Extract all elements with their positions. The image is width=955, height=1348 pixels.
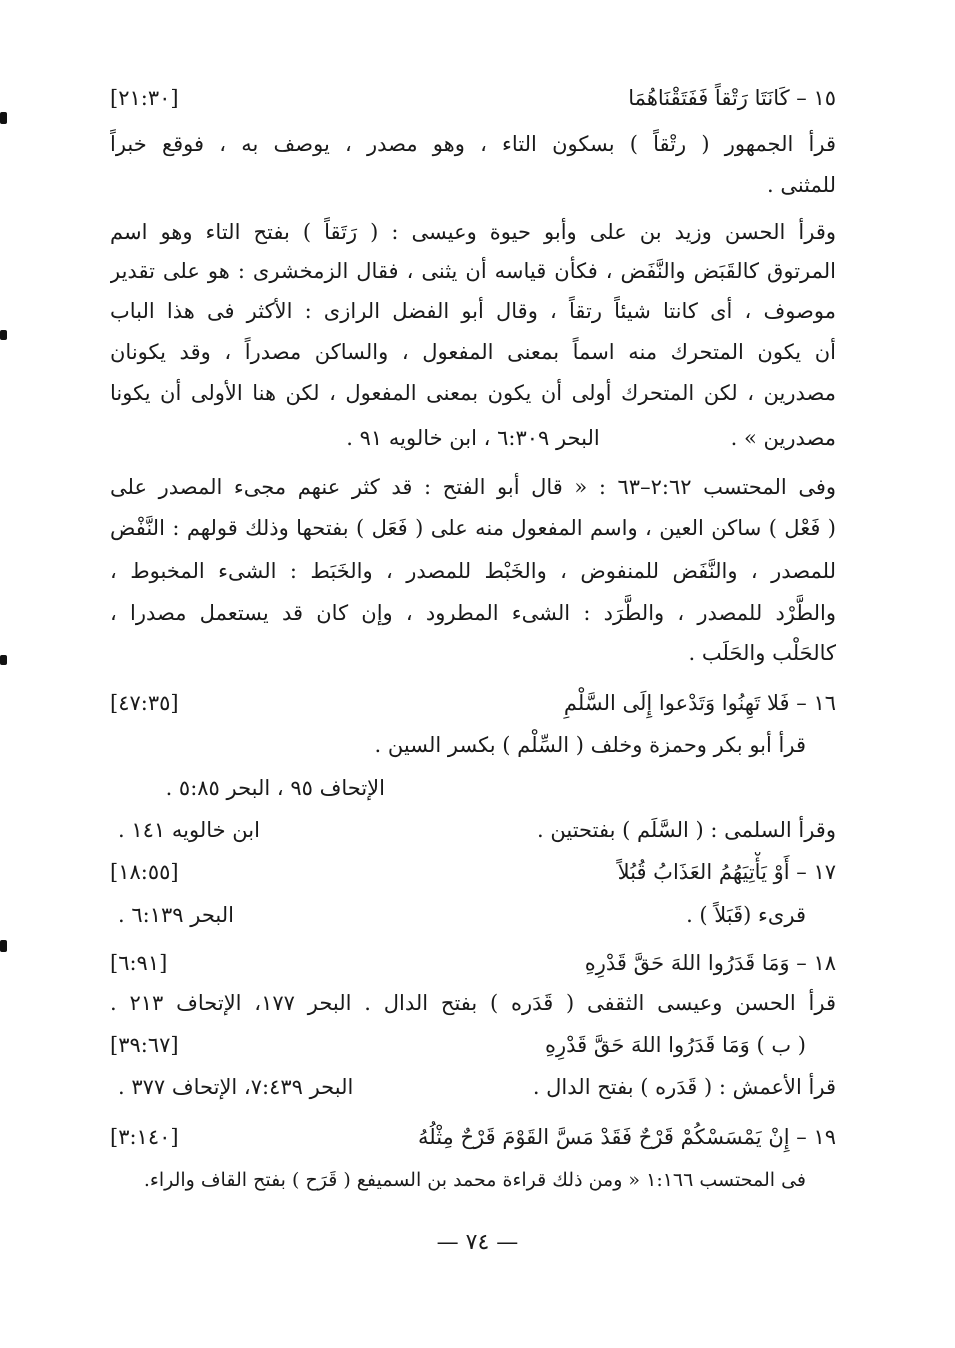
verse-text: ١٩ – إِنْ يَمْسَسْكُمْ قَرْحٌ فَقَدْ مَسَّ القَوْمَ قَرْحٌ مِثْلُهُ — [418, 1125, 836, 1149]
line-text: وقرأ السلمى : ( السَّلَم ) بفتحتين . — [537, 818, 836, 842]
body-line — [110, 810, 836, 850]
verse-text: ( ب ) وَمَا قَدَرُوا اللهَ حَقَّ قَدْرِهِ — [545, 1033, 806, 1057]
scan-edge-mark — [0, 112, 7, 124]
verse-heading — [110, 852, 836, 892]
verse-reference: [٤٧:٣٥] — [110, 691, 179, 715]
scan-edge-mark — [0, 655, 7, 665]
body-line: قرأ أبو بكر وحمزة وخلف ( السِّلْم ) بكسر السين . — [374, 733, 806, 757]
verse-text: ١٥ – كَانَتَا رَتْقاً فَفَتَقْنَاهُمَا — [628, 86, 836, 110]
body-line: وفى المحتسب ٢:٦٢–٦٣ : « قال أبو الفتح : قد كثر عنهم مجىء المصدر على — [110, 475, 836, 499]
footnote-line: فى المحتسب ١:١٦٦ « ومن ذلك قراءة محمد بن السميفع ( قَرَح ) بفتح القاف والراء. — [143, 1169, 806, 1191]
body-line — [110, 895, 806, 935]
verse-text: ١٦ – فَلا تَهِنُوا وَتَدْعوا إِلَى السَّلْمِ — [563, 691, 836, 715]
body-line: المرتوق كالقَبَض والنَّفَض ، فكأن قياسه أن يثنى ، فقال الزمخشرى : هو على تقدير — [110, 259, 836, 283]
body-line: قرأ الجمهور ( رتْقاً ) بسكون التاء ، وهو مصدر ، يوصف به ، فوقع خبراً — [110, 132, 836, 156]
body-line: للمصدر ، والنَّفَض للمنفوض ، والخَبْط للمصدر ، والخَبَط : الشىء المخبوط ، — [110, 559, 836, 583]
line-text: قرأ الأعمش : ( قَدَره ) بفتح الدال . — [532, 1075, 836, 1099]
body-line: كالحَلْب والحَلَب . — [688, 641, 836, 665]
scan-edge-mark — [0, 940, 7, 952]
scan-edge-mark — [0, 330, 7, 340]
body-line: موصوف ، أى كانتا شيئاً رتقاً ، وقال أبو الفضل الرازى : الأكثر فى هذا الباب — [110, 299, 836, 323]
verse-reference: [٣٩:٦٧] — [110, 1033, 179, 1057]
verse-heading — [110, 943, 836, 983]
verse-heading — [110, 78, 836, 118]
verse-reference: [٦:٩١] — [110, 951, 168, 975]
body-line: مصدرين ، لكن المتحرك أولى أن يكون بمعنى المفعول ، لكن هنا الأولى أن يكونا — [110, 381, 836, 405]
source-citation: البحر ٦:٣٠٩ ، ابن خالويه ٩١ . — [346, 426, 600, 450]
body-line: وقرأ الحسن وزيد بن على وأبو حيوة وعيسى : ( رَتَقاً ) بفتح التاء وهو اسم — [110, 220, 836, 244]
body-line — [110, 418, 836, 458]
page-number: — ٧٤ — — [436, 1230, 519, 1255]
body-line — [110, 1067, 836, 1107]
source-citation: البحر ٦:١٣٩ . — [118, 903, 234, 927]
verse-reference: [٢١:٣٠] — [110, 86, 179, 110]
verse-text: ١٧ – أَوْ يَأْتِيَهُمُ العَذَابُ قُبُلاً — [617, 860, 836, 884]
body-line: أن يكون المتحرك منه اسماً بمعنى المفعول ، والساكن مصدراً ، وقد يكونان — [110, 340, 836, 364]
verse-heading — [110, 1117, 836, 1157]
source-citation: الإتحاف ٩٥ ، البحر ٥:٨٥ . — [165, 776, 385, 800]
source-citation: البحر ٧:٤٣٩، الإتحاف ٣٧٧ . — [118, 1075, 354, 1099]
verse-reference: [٣:١٤٠] — [110, 1125, 179, 1149]
body-line: والطَّرْد للمصدر ، والطَّرَد : الشىء المطرود ، وإن كان قد يستعمل مصدرا ، — [110, 601, 836, 625]
line-text: مصدرين » . — [730, 426, 836, 450]
source-citation: ابن خالويه ١٤١ . — [118, 818, 260, 842]
body-line: ( فَعْل ) ساكن العين ، واسم المفعول منه على ( فَعَل ) بفتحها وذلك قولهم : النَّفْض — [110, 516, 836, 540]
verse-heading — [110, 1025, 806, 1065]
body-line: للمثنى . — [766, 173, 836, 197]
verse-reference: [١٨:٥٥] — [110, 860, 179, 884]
body-line: قرأ الحسن وعيسى الثقفى ( قَدَره ) بفتح الدال . البحر ١٧٧، الإتحاف ٢١٣ . — [110, 991, 836, 1015]
line-text: قرىء (قَبَلاً ) . — [686, 903, 806, 927]
verse-heading — [110, 683, 836, 723]
verse-text: ١٨ – وَمَا قَدَرُوا اللهَ حَقَّ قَدْرِهِ — [584, 951, 836, 975]
